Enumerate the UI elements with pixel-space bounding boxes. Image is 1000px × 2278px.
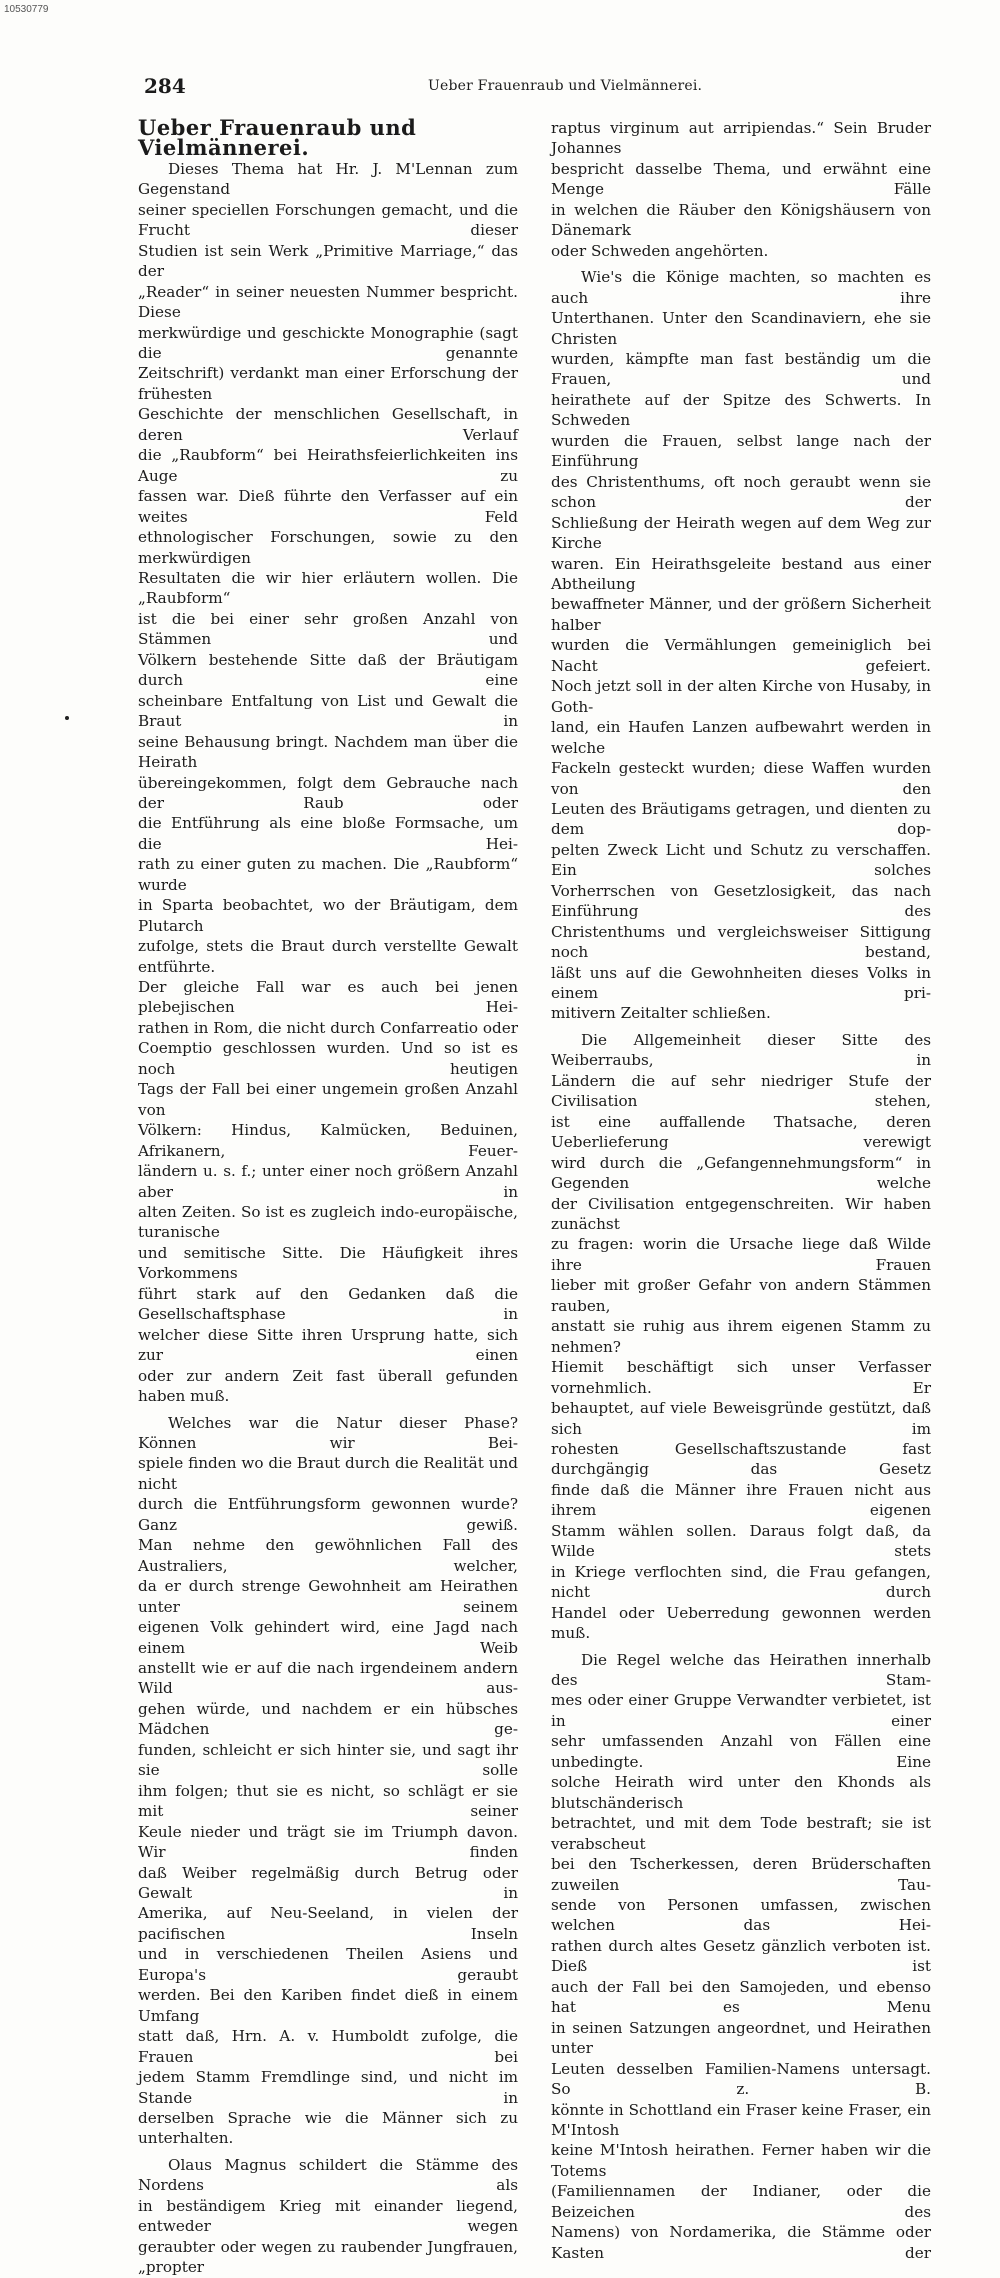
text-line: Resultaten die wir hier erläutern wollen. Die „Raubform“ bbox=[138, 568, 518, 608]
text-line: sende von Personen umfassen, zwischen welchen das Hei- bbox=[551, 1895, 931, 1935]
text-line: Geschichte der menschlichen Gesellschaft, in deren Verlauf bbox=[138, 405, 518, 444]
text-line: Handel oder Ueberredung gewonnen werden muß. bbox=[551, 1603, 931, 1643]
text-line: Vorherrschen von Gesetzlosigkeit, das nach Einführung des bbox=[551, 881, 931, 921]
text-line: in Kriege verflochten sind, die Frau gefangen, nicht durch bbox=[551, 1562, 931, 1602]
text-line: Dieses Thema hat Hr. J. M'Lennan zum Gegenstand bbox=[138, 159, 518, 199]
text-line: in Sparta beobachtet, wo der Bräutigam, dem Plutarch bbox=[138, 896, 518, 935]
text-line: Studien ist sein Werk „Primitive Marriage,“ das der bbox=[138, 241, 518, 281]
text-line: Namens) von Nordamerika, die Stämme oder Kasten der bbox=[551, 2223, 931, 2262]
text-line: die „Raubform“ bei Heirathsfeierlichkeiten ins Auge zu bbox=[138, 446, 518, 485]
text-line: ländern u. s. f.; unter einer noch größern Anzahl aber in bbox=[138, 1162, 518, 1201]
text-line: oder Schweden angehörten. bbox=[551, 241, 769, 260]
text-line: Welches war die Natur dieser Phase? Können wir Bei- bbox=[138, 1413, 518, 1452]
text-line: könnte in Schottland ein Fraser keine Fraser, ein M'Intosh bbox=[551, 2100, 931, 2139]
text-line: merkwürdige und geschickte Monographie (sagt die genannte bbox=[138, 323, 518, 362]
text-line: zufolge, stets die Braut durch verstellte Gewalt entführte. bbox=[138, 937, 518, 976]
text-line: wurden die Vermählungen gemeiniglich bei Nacht gefeiert. bbox=[551, 636, 931, 675]
text-line: Hiemit beschäftigt sich unser Verfasser vornehmlich. Er bbox=[551, 1358, 931, 1397]
text-line: gehen würde, und nachdem er ein hübsches Mädchen ge- bbox=[138, 1699, 518, 1739]
text-line: bei den Tscherkessen, deren Brüderschaften zuweilen Tau- bbox=[551, 1855, 931, 1894]
text-line: wurden, kämpfte man fast beständig um die Frauen, und bbox=[551, 349, 931, 389]
text-line: Man nehme den gewöhnlichen Fall des Australiers, welcher, bbox=[138, 1536, 518, 1575]
text-line: rath zu einer guten zu machen. Die „Raubform“ wurde bbox=[138, 855, 518, 894]
text-line: und semitische Sitte. Die Häufigkeit ihres Vorkommens bbox=[138, 1243, 518, 1283]
page-number: 284 bbox=[144, 74, 186, 98]
text-line: keine M'Intosh heirathen. Ferner haben wir die Totems bbox=[551, 2141, 931, 2180]
text-line: Leuten desselben Familien-Namens untersagt. So z. B. bbox=[551, 2059, 931, 2099]
text-line: rathen durch altes Gesetz gänzlich verboten ist. Dieß ist bbox=[551, 1936, 931, 1976]
text-line: Unterthanen. Unter den Scandinaviern, ehe sie Christen bbox=[551, 309, 931, 348]
text-line: land, ein Haufen Lanzen aufbewahrt werden in welche bbox=[551, 718, 931, 757]
text-line: da er durch strenge Gewohnheit am Heirathen unter seinem bbox=[138, 1577, 518, 1616]
text-line: eigenen Volk gehindert wird, eine Jagd nach einem Weib bbox=[138, 1618, 518, 1657]
text-line: Die Regel welche das Heirathen innerhalb des Stam- bbox=[551, 1650, 931, 1689]
text-line: lieber mit großer Gefahr von andern Stämmen rauben, bbox=[551, 1276, 931, 1315]
text-line: Die Allgemeinheit dieser Sitte des Weiberraubs, in bbox=[551, 1030, 931, 1070]
text-line: rohesten Gesellschaftszustande fast durchgängig das Gesetz bbox=[551, 1440, 931, 1479]
text-line: zu fragen: worin die Ursache liege daß Wilde ihre Frauen bbox=[551, 1235, 931, 1274]
text-line: ihm folgen; thut sie es nicht, so schlägt er sie mit seiner bbox=[138, 1781, 518, 1821]
text-line: derselben Sprache wie die Männer sich zu unterhalten. bbox=[138, 2108, 518, 2148]
text-line: in seinen Satzungen angeordnet, und Heirathen unter bbox=[551, 2018, 931, 2058]
text-line: Olaus Magnus schildert die Stämme des Nordens als bbox=[138, 2155, 518, 2195]
text-line: führt stark auf den Gedanken daß die Gesellschaftsphase in bbox=[138, 1284, 518, 1324]
text-line: mes oder einer Gruppe Verwandter verbietet, ist in einer bbox=[551, 1691, 931, 1730]
text-line: Noch jetzt soll in der alten Kirche von Husaby, in Goth- bbox=[551, 677, 931, 716]
text-line: alten Zeiten. So ist es zugleich indo-europäische, turanische bbox=[138, 1203, 518, 1242]
text-line: anstatt sie ruhig aus ihrem eigenen Stamm zu nehmen? bbox=[551, 1317, 931, 1356]
left-column bbox=[138, 115, 518, 2278]
text-line: spiele finden wo die Braut durch die Realität und nicht bbox=[138, 1454, 518, 1493]
text-line: Amerika, auf Neu-Seeland, in vielen der pacifischen Inseln bbox=[138, 1904, 518, 1943]
text-line: raptus virginum aut arripiendas.“ Sein Bruder Johannes bbox=[551, 119, 931, 158]
text-line: übereingekommen, folgt dem Gebrauche nach der Raub oder bbox=[138, 773, 518, 812]
scan-id: 10530779 bbox=[4, 4, 49, 15]
text-line: des Christenthums, oft noch geraubt wenn sie schon der bbox=[551, 472, 931, 512]
text-line: jedem Stamm Fremdlinge sind, und nicht im Stande in bbox=[138, 2068, 518, 2107]
text-line: „Reader“ in seiner neuesten Nummer bespricht. Diese bbox=[138, 282, 518, 322]
running-head: Ueber Frauenraub und Vielmännerei. bbox=[428, 78, 703, 94]
text-line: behauptet, auf viele Beweisgründe gestützt, daß sich im bbox=[551, 1399, 931, 1438]
text-line: rathen in Rom, die nicht durch Confarreatio oder bbox=[138, 1018, 518, 1037]
text-line: fassen war. Dieß führte den Verfasser auf ein weites Feld bbox=[138, 487, 518, 526]
text-line: Wie's die Könige machten, so machten es auch ihre bbox=[551, 268, 931, 307]
text-line: welcher diese Sitte ihren Ursprung hatte, sich zur einen bbox=[138, 1325, 518, 1365]
text-line: Keule nieder und trägt sie im Triumph davon. Wir finden bbox=[138, 1822, 518, 1862]
text-line: durch die Entführungsform gewonnen wurde? Ganz gewiß. bbox=[138, 1495, 518, 1534]
text-line: und in verschiedenen Theilen Asiens und Europa's geraubt bbox=[138, 1945, 518, 1984]
text-line: geraubter oder wegen zu raubender Jungfrauen, „propter bbox=[138, 2237, 518, 2277]
text-line: Schließung der Heirath wegen auf dem Weg zur Kirche bbox=[551, 513, 931, 553]
text-line: bespricht dasselbe Thema, und erwähnt eine Menge Fälle bbox=[551, 159, 931, 199]
text-line: heirathete auf der Spitze des Schwerts. In Schweden bbox=[551, 390, 931, 430]
text-line: statt daß, Hrn. A. v. Humboldt zufolge, die Frauen bei bbox=[138, 2027, 518, 2066]
text-line: wird durch die „Gefangennehmungsform“ in Gegenden welche bbox=[551, 1153, 931, 1193]
text-line: die Entführung als eine bloße Formsache, um die Hei- bbox=[138, 814, 518, 853]
text-line: pelten Zweck Licht und Schutz zu verschaffen. Ein solches bbox=[551, 840, 931, 880]
text-line: Christenthums und vergleichsweiser Sittigung noch bestand, bbox=[551, 922, 931, 962]
text-line: ist die bei einer sehr großen Anzahl von Stämmen und bbox=[138, 609, 518, 649]
text-line: seiner speciellen Forschungen gemacht, und die Frucht dieser bbox=[138, 200, 518, 240]
text-line: waren. Ein Heirathsgeleite bestand aus einer Abtheilung bbox=[551, 554, 931, 593]
text-line: seine Behausung bringt. Nachdem man über die Heirath bbox=[138, 732, 518, 772]
text-line: in beständigem Krieg mit einander liegend, entweder wegen bbox=[138, 2196, 518, 2236]
text-line: Leuten des Bräutigams getragen, und dienten zu dem dop- bbox=[551, 799, 931, 839]
left-column-body bbox=[138, 159, 518, 2278]
text-line: Zeitschrift) verdankt man einer Erforschung der frühesten bbox=[138, 364, 518, 403]
text-line: betrachtet, und mit dem Tode bestraft; sie ist verabscheut bbox=[551, 1814, 931, 1853]
right-column bbox=[551, 118, 931, 2263]
text-line: läßt uns auf die Gewohnheiten dieses Volks in einem pri- bbox=[551, 963, 931, 1003]
text-line: anstellt wie er auf die nach irgendeinem andern Wild aus- bbox=[138, 1658, 518, 1698]
text-line: ethnologischer Forschungen, sowie zu den merkwürdigen bbox=[138, 528, 518, 567]
text-line: Tags der Fall bei einer ungemein großen Anzahl von bbox=[138, 1080, 518, 1119]
text-line: Fackeln gesteckt wurden; diese Waffen wurden von den bbox=[551, 759, 931, 798]
text-line: Coemptio geschlossen wurden. Und so ist es noch heutigen bbox=[138, 1039, 518, 1078]
text-line: Völkern: Hindus, Kalmücken, Beduinen, Afrikanern, Feuer- bbox=[138, 1121, 518, 1160]
text-line: der Civilisation entgegenschreiten. Wir haben zunächst bbox=[551, 1194, 931, 1234]
text-line: (Familiennamen der Indianer, oder die Beizeichen des bbox=[551, 2182, 931, 2221]
text-line: sehr umfassenden Anzahl von Fällen eine unbedingte. Eine bbox=[551, 1732, 931, 1771]
text-line: auch der Fall bei den Samojeden, und ebenso hat es Menu bbox=[551, 1977, 931, 2017]
text-line: Der gleiche Fall war es auch bei jenen plebejischen Hei- bbox=[138, 978, 518, 1017]
text-line: Ländern die auf sehr niedriger Stufe der Civilisation stehen, bbox=[551, 1071, 931, 1111]
right-column-body bbox=[551, 118, 931, 2263]
text-line: Stamm wählen sollen. Daraus folgt daß, da Wilde stets bbox=[551, 1521, 931, 1561]
text-line: bewaffneter Männer, und der größern Sicherheit halber bbox=[551, 595, 931, 634]
text-line: scheinbare Entfaltung von List und Gewalt die Braut in bbox=[138, 691, 518, 731]
text-line: in welchen die Räuber den Königshäusern von Dänemark bbox=[551, 200, 931, 240]
text-line: solche Heirath wird unter den Khonds als blutschänderisch bbox=[551, 1773, 931, 1812]
text-line: ist eine auffallende Thatsache, deren Ueberlieferung verewigt bbox=[551, 1112, 931, 1152]
text-line: Völkern bestehende Sitte daß der Bräutigam durch eine bbox=[138, 650, 518, 690]
text-line: daß Weiber regelmäßig durch Betrug oder Gewalt in bbox=[138, 1863, 518, 1902]
text-line: oder zur andern Zeit fast überall gefunden haben muß. bbox=[138, 1366, 518, 1406]
text-line: funden, schleicht er sich hinter sie, und sagt ihr sie solle bbox=[138, 1740, 518, 1780]
margin-dot-mark bbox=[65, 716, 69, 720]
text-line: finde daß die Männer ihre Frauen nicht aus ihrem eigenen bbox=[551, 1480, 931, 1520]
text-line: werden. Bei den Kariben findet dieß in einem Umfang bbox=[138, 1986, 518, 2025]
text-line: wurden die Frauen, selbst lange nach der Einführung bbox=[551, 431, 931, 471]
text-line: mitivern Zeitalter schließen. bbox=[551, 1004, 771, 1023]
article-title: Ueber Frauenraub und Vielmännerei. bbox=[138, 115, 417, 161]
